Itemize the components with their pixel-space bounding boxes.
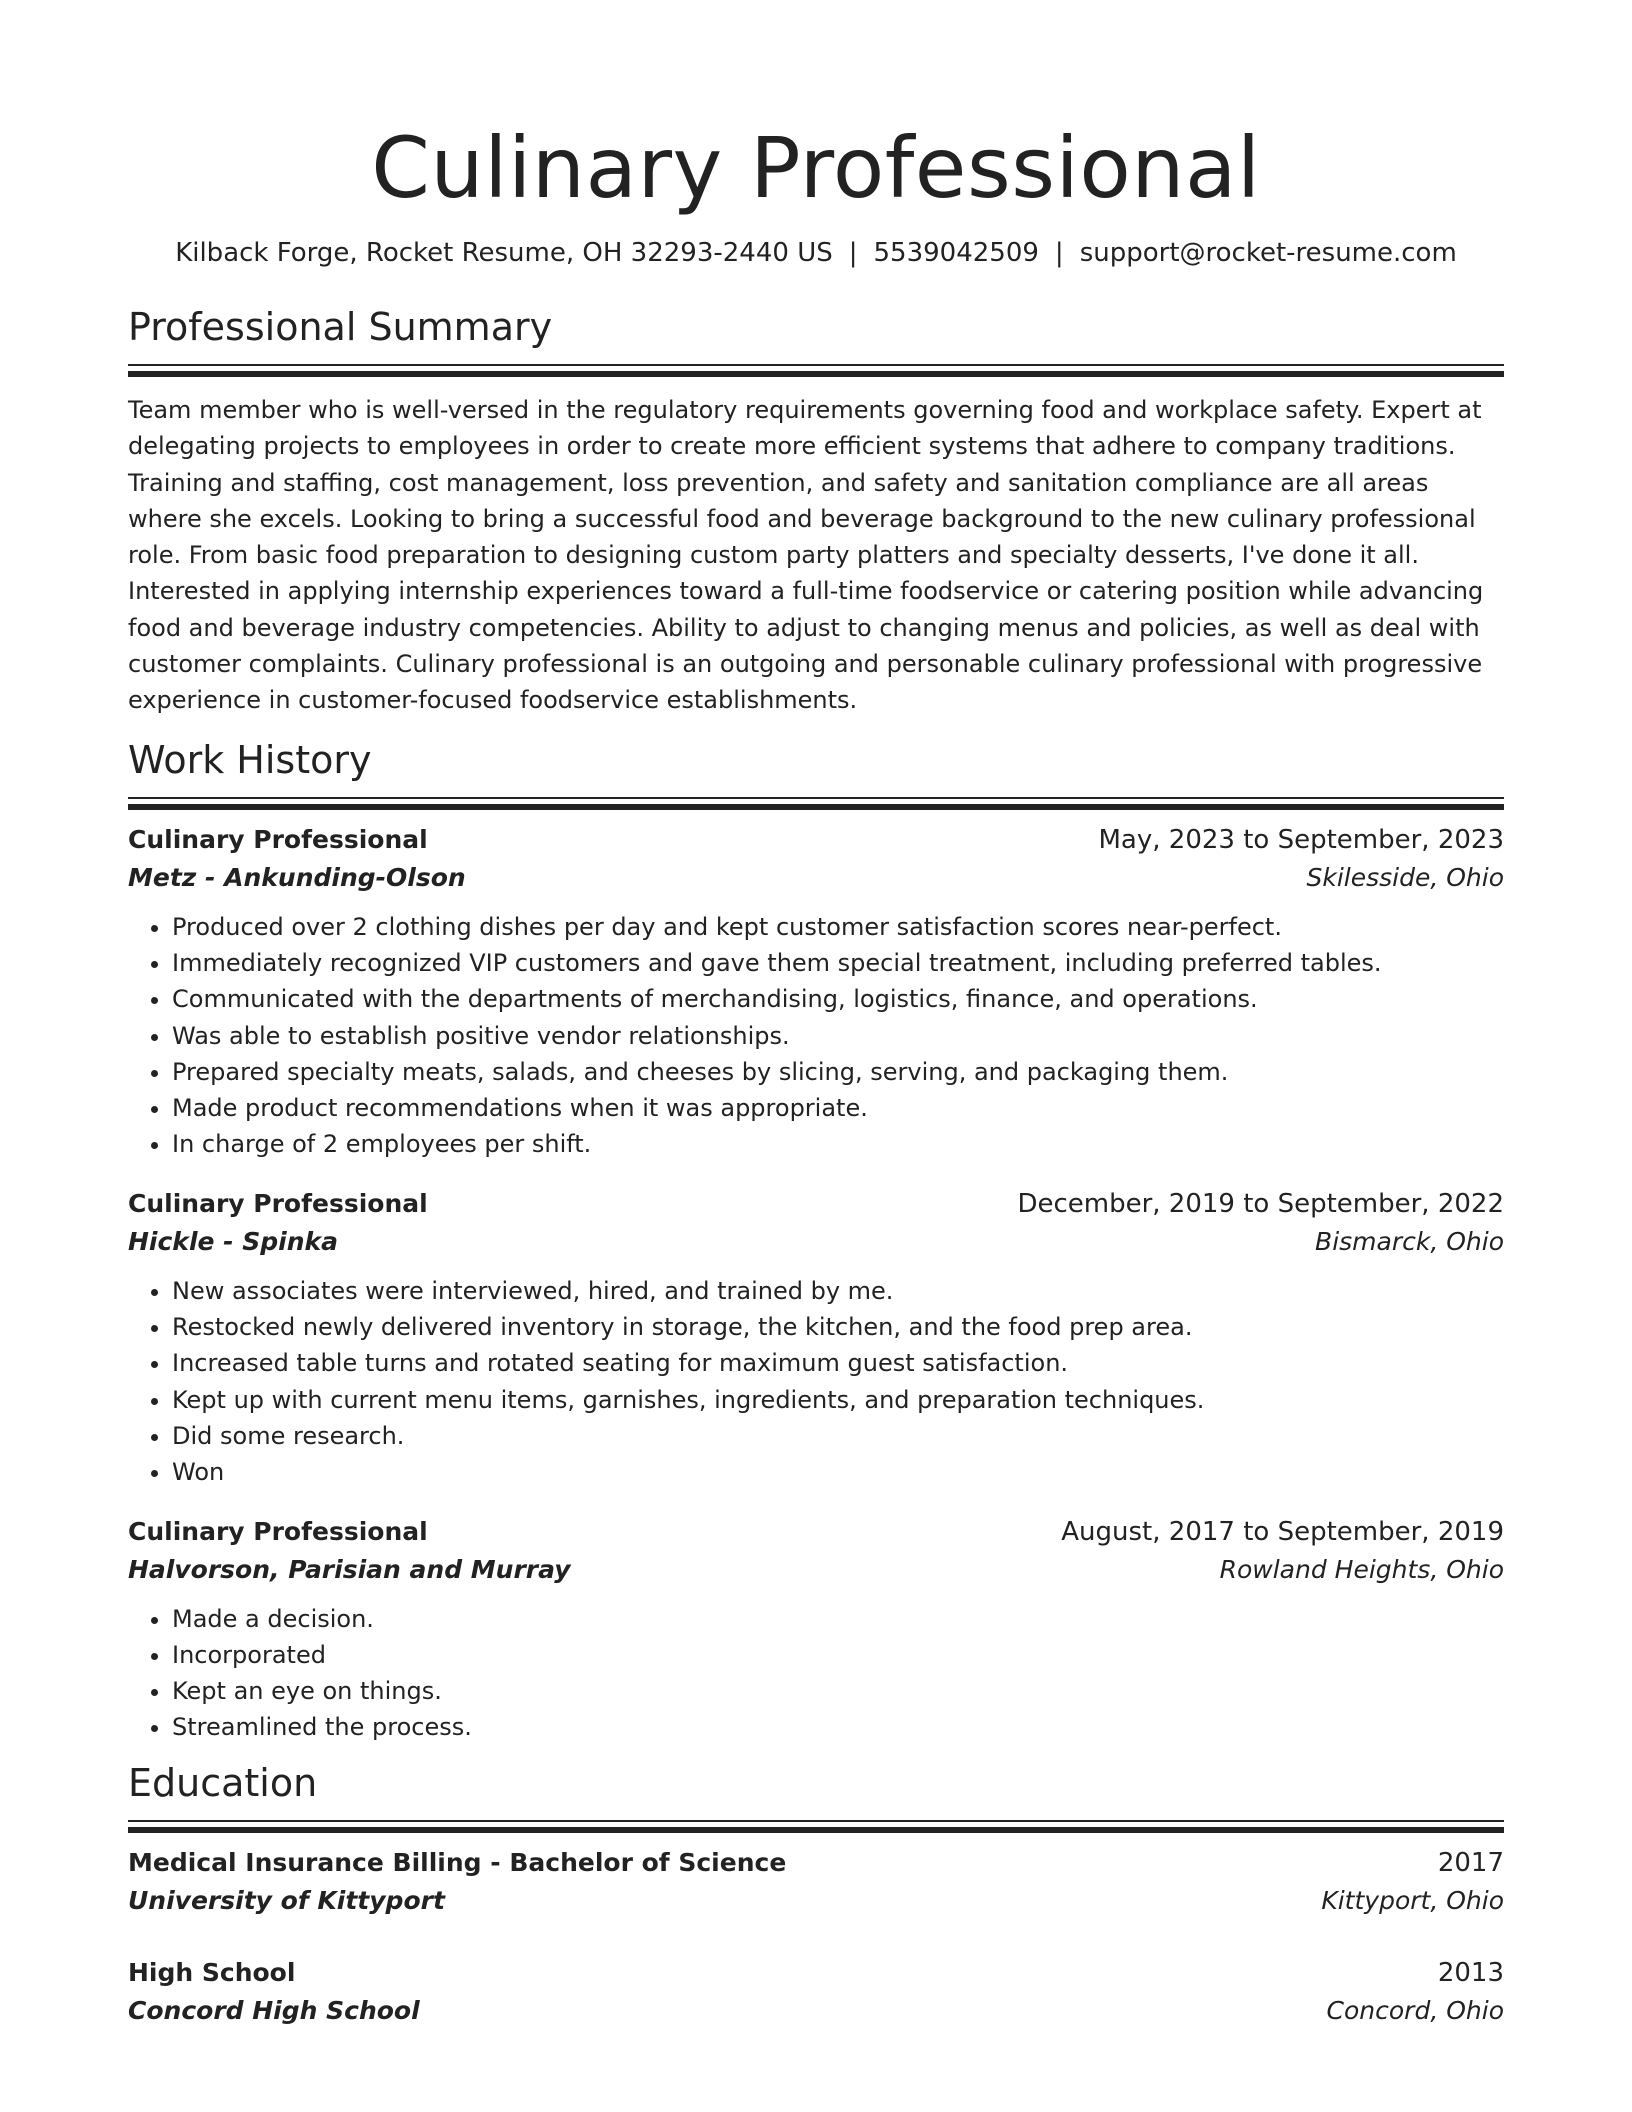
section-divider (128, 364, 1504, 378)
list-item: • Immediately recognized VIP customers and gave them special treatment, including preferred tables. (172, 945, 1504, 981)
contact-line (128, 236, 1504, 270)
list-item: • Restocked newly delivered inventory in storage, the kitchen, and the food prep area. (172, 1309, 1504, 1345)
education-school: University of Kittyport (128, 1885, 445, 1915)
list-item: • In charge of 2 employees per shift. (172, 1126, 1504, 1162)
job-dates: December, 2019 to September, 2022 (1017, 1188, 1504, 1219)
list-item: • New associates were interviewed, hired, and trained by me. (172, 1273, 1504, 1309)
list-item: • Made product recommendations when it was appropriate. (172, 1090, 1504, 1126)
job-company: Metz - Ankunding-Olson (128, 862, 466, 892)
education-location: Concord, Ohio (1326, 1995, 1504, 2025)
job-location: Skilesside, Ohio (1306, 862, 1504, 892)
section-title-education: Education (128, 1760, 318, 1805)
job-entry (128, 821, 1504, 1163)
education-section (128, 1760, 1504, 2030)
list-item: • Was able to establish positive vendor relationships. (172, 1018, 1504, 1054)
job-bullets (128, 909, 1504, 1163)
list-item: • Incorporated (172, 1637, 1504, 1673)
job-title: Culinary Professional (128, 1188, 428, 1218)
job-location: Rowland Heights, Ohio (1219, 1554, 1504, 1584)
contact-separator: | (848, 238, 858, 268)
list-item: • Won (172, 1454, 1504, 1490)
list-item: • Kept up with current menu items, garnishes, ingredients, and preparation techniques. (172, 1382, 1504, 1418)
section-divider (128, 1820, 1504, 1834)
job-title: Culinary Professional (128, 824, 428, 854)
education-entry (128, 1954, 1504, 2030)
job-title: Culinary Professional (128, 1516, 428, 1546)
education-degree: Medical Insurance Billing - Bachelor of Science (128, 1847, 787, 1877)
job-location: Bismarck, Ohio (1315, 1226, 1504, 1256)
education-year: 2013 (1437, 1957, 1504, 1988)
resume-page (128, 0, 1504, 2030)
contact-address: Kilback Forge, Rocket Resume, OH 32293-2440 US (175, 238, 833, 268)
education-entry (128, 1844, 1504, 1920)
contact-email: support@rocket-resume.com (1079, 238, 1457, 268)
list-item: • Increased table turns and rotated seating for maximum guest satisfaction. (172, 1345, 1504, 1381)
list-item: • Streamlined the process. (172, 1709, 1504, 1745)
job-entry (128, 1513, 1504, 1746)
job-bullets (128, 1273, 1504, 1491)
contact-separator: | (1054, 238, 1064, 268)
section-title-summary: Professional Summary (128, 305, 553, 349)
list-item: • Did some research. (172, 1418, 1504, 1454)
job-bullets (128, 1601, 1504, 1746)
section-title-work-history: Work History (128, 737, 372, 782)
section-divider (128, 797, 1504, 811)
contact-phone: 5539042509 (873, 238, 1039, 268)
list-item: • Prepared specialty meats, salads, and cheeses by slicing, serving, and packaging them. (172, 1054, 1504, 1090)
job-dates: May, 2023 to September, 2023 (1098, 824, 1504, 855)
list-item: • Made a decision. (172, 1601, 1504, 1637)
list-item: • Produced over 2 clothing dishes per day and kept customer satisfaction scores near-perfect. (172, 909, 1504, 945)
list-item: • Communicated with the departments of merchandising, logistics, finance, and operations. (172, 981, 1504, 1017)
education-school: Concord High School (128, 1995, 420, 2025)
education-degree: High School (128, 1957, 296, 1987)
work-history-section (128, 737, 1504, 1746)
summary-section (128, 304, 1504, 719)
summary-text: Team member who is well-versed in the regulatory requirements governing food and workplace safety. Expert at delegating projects to employees in order to create more efficient systems that adhere to company traditions. Training and staffing, cost management, loss prevention, and safety and sanitation compliance are all areas where she excels. Looking to bring a successful food and beverage background to the new culinary professional role. From basic food preparation to designing custom party platters and specialty desserts, I've done it all. Interested in applying internship experiences toward a full-time foodservice or catering position while advancing food and beverage industry competencies. Ability to adjust to changing menus and policies, as well as deal with customer complaints. Culinary professional is an outgoing and personable culinary professional with progressive experience in customer-focused foodservice establishments. (128, 396, 1484, 715)
candidate-name: Culinary Professional (371, 119, 1261, 217)
job-entry (128, 1185, 1504, 1491)
list-item: • Kept an eye on things. (172, 1673, 1504, 1709)
job-company: Hickle - Spinka (128, 1226, 339, 1256)
job-dates: August, 2017 to September, 2019 (1061, 1516, 1504, 1547)
education-year: 2017 (1437, 1847, 1504, 1878)
education-location: Kittyport, Ohio (1321, 1885, 1504, 1915)
job-company: Halvorson, Parisian and Murray (128, 1554, 571, 1584)
